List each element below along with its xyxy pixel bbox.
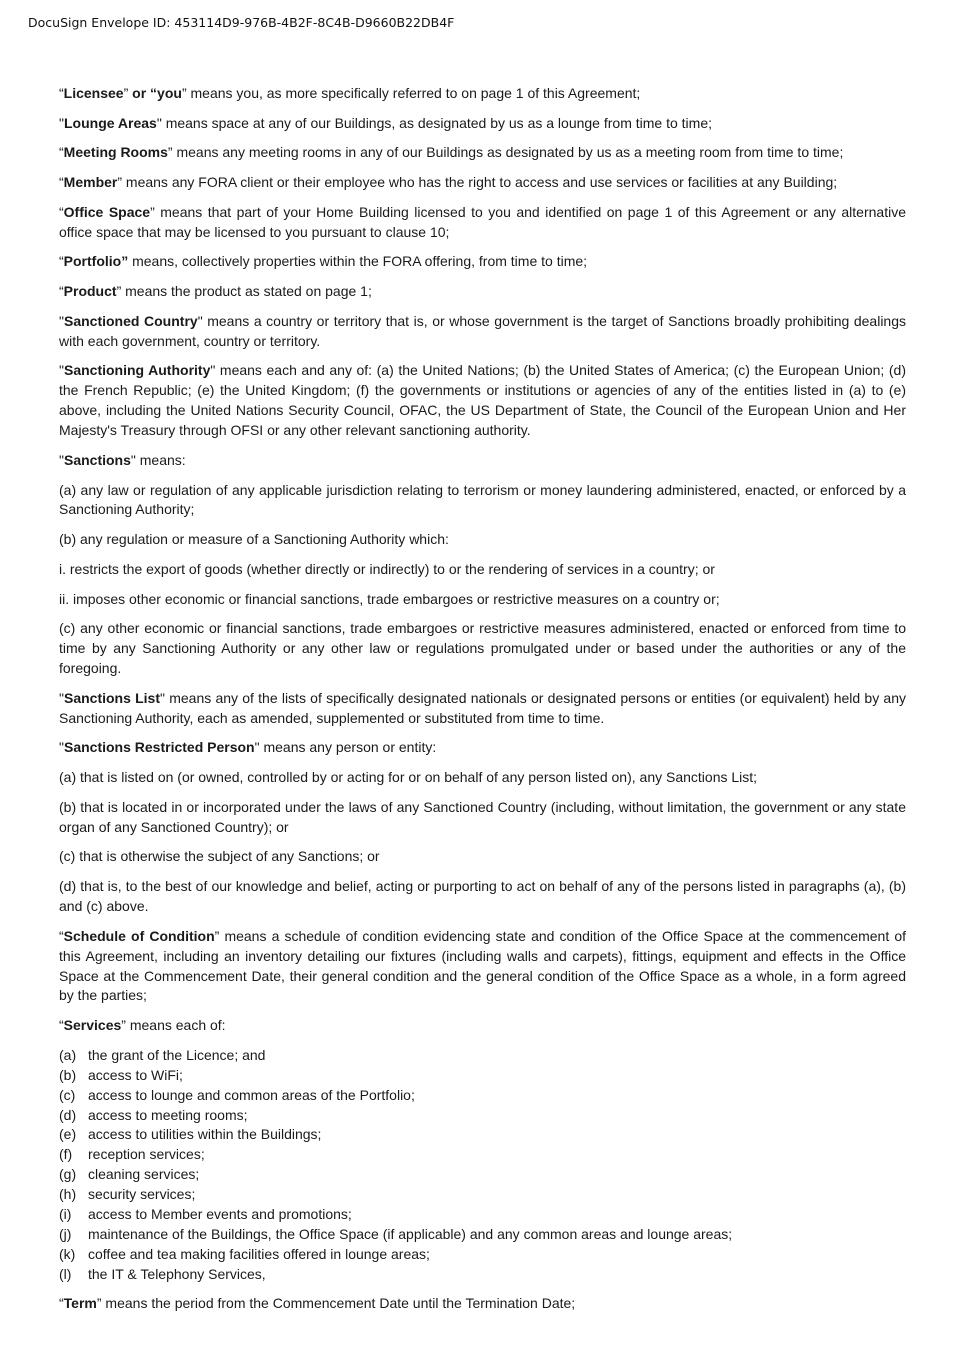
list-text: maintenance of the Buildings, the Office Space (if applicable) and any common areas and lounge areas; [88,1225,733,1242]
list-label: (e) [59,1126,77,1143]
restricted-item-c: (c) that is otherwise the subject of any Sanctions; or [59,848,380,865]
definition-sanctioning-authority: "Sanctioning Authority" means each and any of: (a) the United Nations; (b) the United States of America; (c) the European Union; (d) the French Republic; (e) the United Kingdom; (f) the governments or institutions or agencies of any of the entities listed in (a) to (e) above, including the United Nations Security Council, OFAC, the US Department of State, the Council of the European Union and Her Majesty's Treasury through OFSI or any other relevant sanctioning authority. [59,362,906,439]
definition-schedule-of-condition: “Schedule of Condition” means a schedule of condition evidencing state and condition of the Office Space at the commencement of this Agreement, including an inventory detailing our fixtures (including walls and carpets), fittings, equipment and effects in the Office Space at the Commencement Date, their general condition and the general condition of the Office Space as a whole, in a form agreed by the parties; [59,927,907,1004]
list-text: access to meeting rooms; [88,1106,248,1123]
list-label: (a) [59,1046,77,1063]
list-item [59,1205,906,1225]
list-text: access to utilities within the Buildings; [88,1126,322,1143]
document-body [59,84,906,1324]
definition-member: “Member” means any FORA client or their employee who has the right to access and use services or facilities at any Building; [59,174,838,191]
defined-term: Product [63,283,117,300]
list-item [59,1086,906,1106]
sanctions-item-a: (a) any law or regulation of any applicable jurisdiction relating to terrorism or money laundering administered, enacted, or enforced by a Sanctioning Authority; [59,481,906,518]
definition-sanctioned-country: "Sanctioned Country" means a country or territory that is, or whose government is the target of Sanctions broadly prohibiting dealings with each government, country or territory. [59,312,906,349]
list-item [59,1145,906,1165]
definition-term: “Term” means the period from the Commencement Date until the Termination Date; [59,1295,576,1312]
restricted-item-b: (b) that is located in or incorporated under the laws of any Sanctioned Country (including, without limitation, the government or any state organ of any Sanctioned Country); or [59,798,906,835]
defined-term: Licensee [63,85,124,101]
list-item [59,1046,906,1066]
list-item [59,1106,906,1126]
list-item [59,1066,906,1086]
definition-meeting-rooms: “Meeting Rooms” means any meeting rooms in any of our Buildings as designated by us as a meeting room from time to time; [59,144,844,161]
defined-term: Portfolio” [63,253,129,270]
list-label: (h) [59,1186,77,1203]
defined-term: or “you [132,85,182,101]
definition-sanctions-restricted-person: "Sanctions Restricted Person" means any person or entity: [59,739,437,756]
list-text: the IT & Telephony Services, [88,1265,266,1282]
definition-office-space: “Office Space” means that part of your Home Building licensed to you and identified on page 1 of this Agreement or any alternative office space that may be licensed to you pursuant to clause 10; [59,203,906,240]
list-text: cleaning services; [88,1166,200,1183]
defined-term: Member [63,174,118,191]
list-item [59,1165,906,1185]
list-item [59,1265,906,1285]
list-item [59,1125,906,1145]
defined-term: Sanctions Restricted Person [63,739,255,756]
restricted-item-a: (a) that is listed on (or owned, controlled by or acting for or on behalf of any person listed on), any Sanctions List; [59,769,758,786]
defined-term: Schedule of Condition [63,927,215,944]
definition-product: “Product” means the product as stated on page 1; [59,283,372,300]
definition-services: “Services” means each of: [59,1017,226,1034]
list-label: (c) [59,1086,76,1103]
list-text: the grant of the Licence; and [88,1046,266,1063]
list-label: (f) [59,1146,73,1163]
list-text: access to Member events and promotions; [88,1205,352,1222]
defined-term: Sanctions List [63,689,161,706]
defined-term: Services [63,1017,122,1034]
defined-term: Term [63,1295,97,1312]
list-text: reception services; [88,1146,205,1163]
definition-sanctions: "Sanctions" means: [59,451,186,468]
list-label: (k) [59,1245,76,1262]
services-list [59,1046,906,1285]
defined-term: Sanctioned Country [63,312,198,329]
list-text: access to lounge and common areas of the Portfolio; [88,1086,415,1103]
sanctions-item-b: (b) any regulation or measure of a Sanctioning Authority which: [59,531,449,548]
list-item [59,1185,906,1205]
definition-sanctions-list: "Sanctions List" means any of the lists of specifically designated nationals or designated persons or entities (or equivalent) held by any Sanctioning Authority, each as amended, supplemented or substituted from time to time. [59,689,906,726]
list-item [59,1245,906,1265]
sanctions-item-b-i: i. restricts the export of goods (whether directly or indirectly) to or the rendering of services in a country; or [59,560,715,577]
list-text: coffee and tea making facilities offered in lounge areas; [88,1245,430,1262]
restricted-item-d: (d) that is, to the best of our knowledge and belief, acting or purporting to act on behalf of any of the persons listed in paragraphs (a), (b) and (c) above. [59,878,906,915]
list-label: (l) [59,1265,72,1282]
docusign-envelope-id: DocuSign Envelope ID: 453114D9-976B-4B2F-8C4B-D9660B22DB4F [28,15,455,30]
defined-term: Meeting Rooms [63,144,168,161]
defined-term: Lounge Areas [63,114,157,131]
defined-term: Sanctioning Authority [63,362,211,379]
list-text: access to WiFi; [88,1066,183,1083]
defined-term: Office Space [63,203,151,220]
sanctions-item-b-ii: ii. imposes other economic or financial sanctions, trade embargoes or restrictive measures on a country or; [59,590,720,607]
list-label: (g) [59,1166,77,1183]
list-label: (d) [59,1106,77,1123]
definition-portfolio: “Portfolio” means, collectively properties within the FORA offering, from time to time; [59,253,588,270]
list-label: (b) [59,1066,77,1083]
list-text: security services; [88,1186,196,1203]
definition-licensee: “Licensee” or “you” means you, as more specifically referred to on page 1 of this Agreement; [59,85,641,101]
list-item [59,1225,906,1245]
list-label: (i) [59,1205,72,1222]
sanctions-item-c: (c) any other economic or financial sanctions, trade embargoes or restrictive measures administered, enacted or enforced from time to time by any Sanctioning Authority or any other law or regulations promulgated under or based under the authorities or any of the foregoing. [59,620,906,677]
defined-term: Sanctions [63,451,131,468]
definition-lounge-areas: "Lounge Areas" means space at any of our Buildings, as designated by us as a lounge from time to time; [59,114,712,131]
list-label: (j) [59,1225,72,1242]
